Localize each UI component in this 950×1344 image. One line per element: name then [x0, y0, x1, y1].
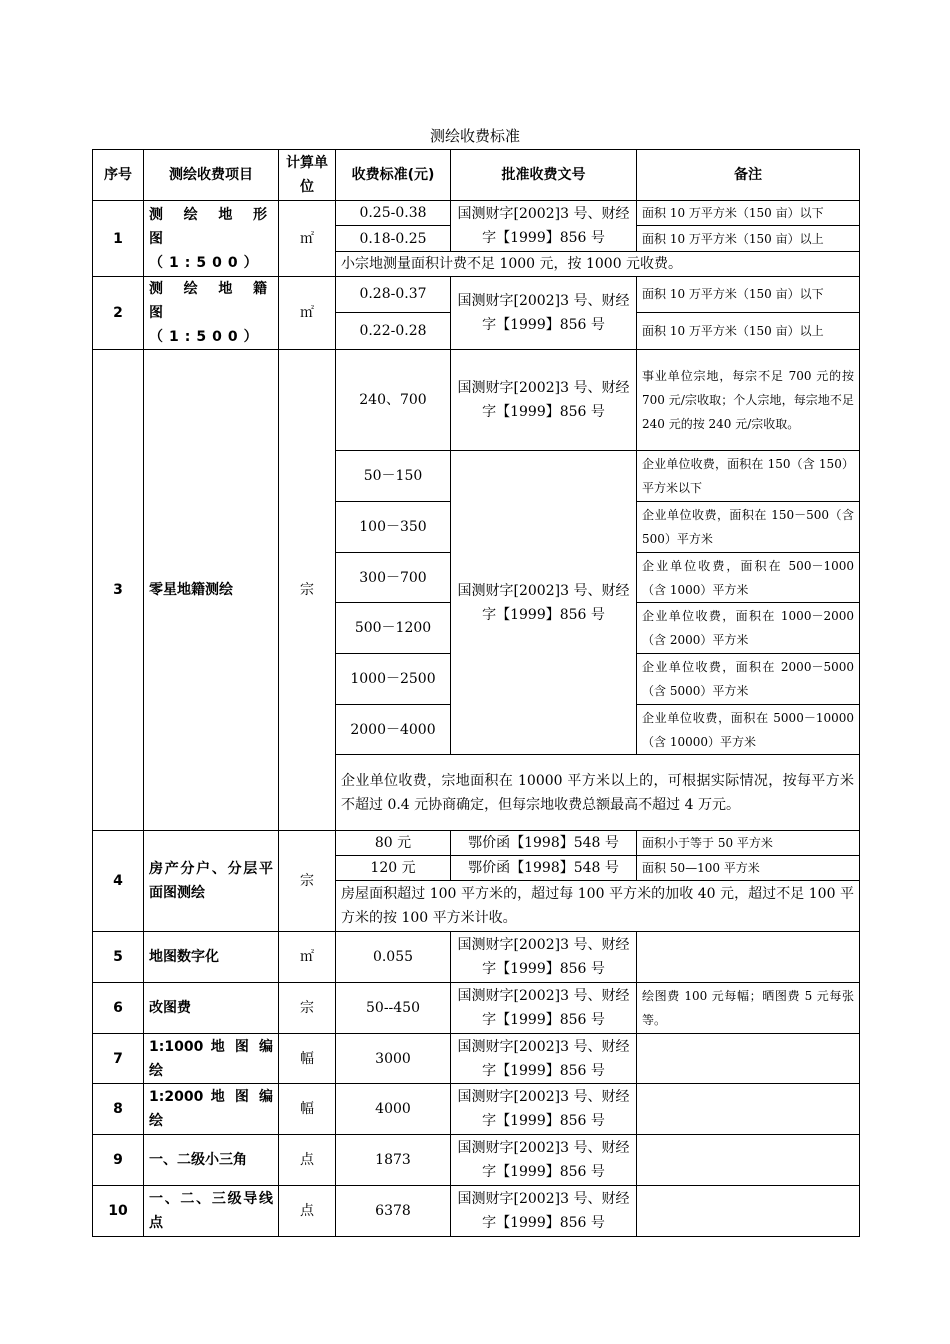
row-std: 120 元 — [336, 856, 451, 881]
header-unit: 计算单位 — [279, 150, 336, 201]
row-doc: 鄂价函【1998】548 号 — [451, 856, 637, 881]
row-no: 7 — [93, 1034, 144, 1084]
row-std: 2000－4000 — [336, 705, 451, 755]
row-note: 面积 50—100 平方米 — [637, 856, 860, 881]
row-std: 1000－2500 — [336, 654, 451, 705]
row-item: 房产分户、分层平面图测绘 — [144, 831, 279, 932]
row-unit: 点 — [279, 1135, 336, 1186]
row-note — [637, 932, 860, 983]
table-row — [93, 1034, 860, 1084]
row-unit: ㎡ — [279, 932, 336, 983]
row-std: 50－150 — [336, 451, 451, 502]
row-unit: 宗 — [279, 983, 336, 1034]
row-note — [637, 1084, 860, 1135]
table-row — [93, 277, 860, 313]
row-no: 8 — [93, 1084, 144, 1135]
table-row — [93, 1135, 860, 1186]
row-doc: 国测财字[2002]3 号、财经字【1999】856 号 — [451, 983, 637, 1034]
row-doc: 国测财字[2002]3 号、财经字【1999】856 号 — [451, 277, 637, 350]
row-std: 1873 — [336, 1135, 451, 1186]
row-note: 面积 10 万平方米（150 亩）以上 — [637, 226, 860, 252]
row-std: 0.22-0.28 — [336, 312, 451, 349]
row-doc: 国测财字[2002]3 号、财经字【1999】856 号 — [451, 1034, 637, 1084]
row-unit: 宗 — [279, 831, 336, 932]
row-note: 企业单位收费，面积在 2000－5000（含 5000）平方米 — [637, 654, 860, 705]
row-std: 0.28-0.37 — [336, 277, 451, 313]
row-doc: 鄂价函【1998】548 号 — [451, 831, 637, 856]
row-no: 3 — [93, 350, 144, 831]
row-unit: 点 — [279, 1186, 336, 1237]
table-row — [93, 983, 860, 1034]
row-note: 企业单位收费，面积在 150（含 150）平方米以下 — [637, 451, 860, 502]
row-note — [637, 1186, 860, 1237]
row-note: 企业单位收费，面积在 5000－10000（含 10000）平方米 — [637, 705, 860, 755]
row-item: 一、二、三级导线点 — [144, 1186, 279, 1237]
row-std: 4000 — [336, 1084, 451, 1135]
row-doc: 国测财字[2002]3 号、财经字【1999】856 号 — [451, 1084, 637, 1135]
row-std: 0.25-0.38 — [336, 201, 451, 226]
row-unit: 幅 — [279, 1084, 336, 1135]
row-no: 1 — [93, 201, 144, 277]
header-row — [93, 150, 860, 201]
row-note: 企业单位收费，面积在 500－1000（含 1000）平方米 — [637, 553, 860, 603]
row-note: 面积小于等于 50 平方米 — [637, 831, 860, 856]
row-note: 企业单位收费，面积在 1000－2000（含 2000）平方米 — [637, 603, 860, 654]
row-std: 3000 — [336, 1034, 451, 1084]
row-note: 绘图费 100 元每幅；晒图费 5 元每张等。 — [637, 983, 860, 1034]
row-note: 面积 10 万平方米（150 亩）以上 — [637, 312, 860, 349]
row-doc: 国测财字[2002]3 号、财经字【1999】856 号 — [451, 932, 637, 983]
header-doc: 批准收费文号 — [451, 150, 637, 201]
row-item: 测 绘 地 形 图（1:500） — [144, 201, 279, 277]
row-note — [637, 1034, 860, 1084]
row-std: 100－350 — [336, 502, 451, 553]
row-std: 0.18-0.25 — [336, 226, 451, 252]
row-no: 2 — [93, 277, 144, 350]
row-no: 4 — [93, 831, 144, 932]
row-doc: 国测财字[2002]3 号、财经字【1999】856 号 — [451, 201, 637, 252]
row-note: 面积 10 万平方米（150 亩）以下 — [637, 277, 860, 313]
row-item: 1:1000 地 图 编 绘 — [144, 1034, 279, 1084]
row-no: 6 — [93, 983, 144, 1034]
table-row — [93, 932, 860, 983]
table-row — [93, 1084, 860, 1135]
row-std: 240、700 — [336, 350, 451, 451]
table-row — [93, 201, 860, 226]
row-item: 测 绘 地 籍 图（1:500） — [144, 277, 279, 350]
row-doc: 国测财字[2002]3 号、财经字【1999】856 号 — [451, 451, 637, 755]
table-row — [93, 350, 860, 451]
row-doc: 国测财字[2002]3 号、财经字【1999】856 号 — [451, 350, 637, 451]
row-std: 500－1200 — [336, 603, 451, 654]
row-unit: 幅 — [279, 1034, 336, 1084]
row-remark: 小宗地测量面积计费不足 1000 元，按 1000 元收费。 — [336, 252, 860, 277]
row-item: 改图费 — [144, 983, 279, 1034]
row-remark: 企业单位收费，宗地面积在 10000 平方米以上的，可根据实际情况，按每平方米不超过 0.4 元协商确定，但每宗地收费总额最高不超过 4 万元。 — [336, 755, 860, 831]
row-no: 5 — [93, 932, 144, 983]
row-unit: ㎡ — [279, 201, 336, 277]
header-item: 测绘收费项目 — [144, 150, 279, 201]
row-item: 一、二级小三角 — [144, 1135, 279, 1186]
row-unit: ㎡ — [279, 277, 336, 350]
row-note: 企业单位收费，面积在 150－500（含 500）平方米 — [637, 502, 860, 553]
row-note: 面积 10 万平方米（150 亩）以下 — [637, 201, 860, 226]
row-doc: 国测财字[2002]3 号、财经字【1999】856 号 — [451, 1135, 637, 1186]
row-unit: 宗 — [279, 350, 336, 831]
row-std: 6378 — [336, 1186, 451, 1237]
row-remark: 房屋面积超过 100 平方米的，超过每 100 平方米的加收 40 元，超过不足 100 平方米的按 100 平方米计收。 — [336, 881, 860, 932]
header-no: 序号 — [93, 150, 144, 201]
header-std: 收费标准(元) — [336, 150, 451, 201]
row-std: 50--450 — [336, 983, 451, 1034]
row-note — [637, 1135, 860, 1186]
row-no: 9 — [93, 1135, 144, 1186]
row-std: 300－700 — [336, 553, 451, 603]
row-note: 事业单位宗地，每宗不足 700 元的按 700 元/宗收取；个人宗地，每宗地不足 240 元的按 240 元/宗收取。 — [637, 350, 860, 451]
row-std: 0.055 — [336, 932, 451, 983]
row-item: 1:2000 地 图 编 绘 — [144, 1084, 279, 1135]
row-no: 10 — [93, 1186, 144, 1237]
header-note: 备注 — [637, 150, 860, 201]
row-doc: 国测财字[2002]3 号、财经字【1999】856 号 — [451, 1186, 637, 1237]
page-title: 测绘收费标准 — [429, 127, 520, 145]
table-row — [93, 831, 860, 856]
row-item: 地图数字化 — [144, 932, 279, 983]
fee-table — [92, 149, 860, 1237]
row-std: 80 元 — [336, 831, 451, 856]
table-row — [93, 1186, 860, 1237]
row-item: 零星地籍测绘 — [144, 350, 279, 831]
